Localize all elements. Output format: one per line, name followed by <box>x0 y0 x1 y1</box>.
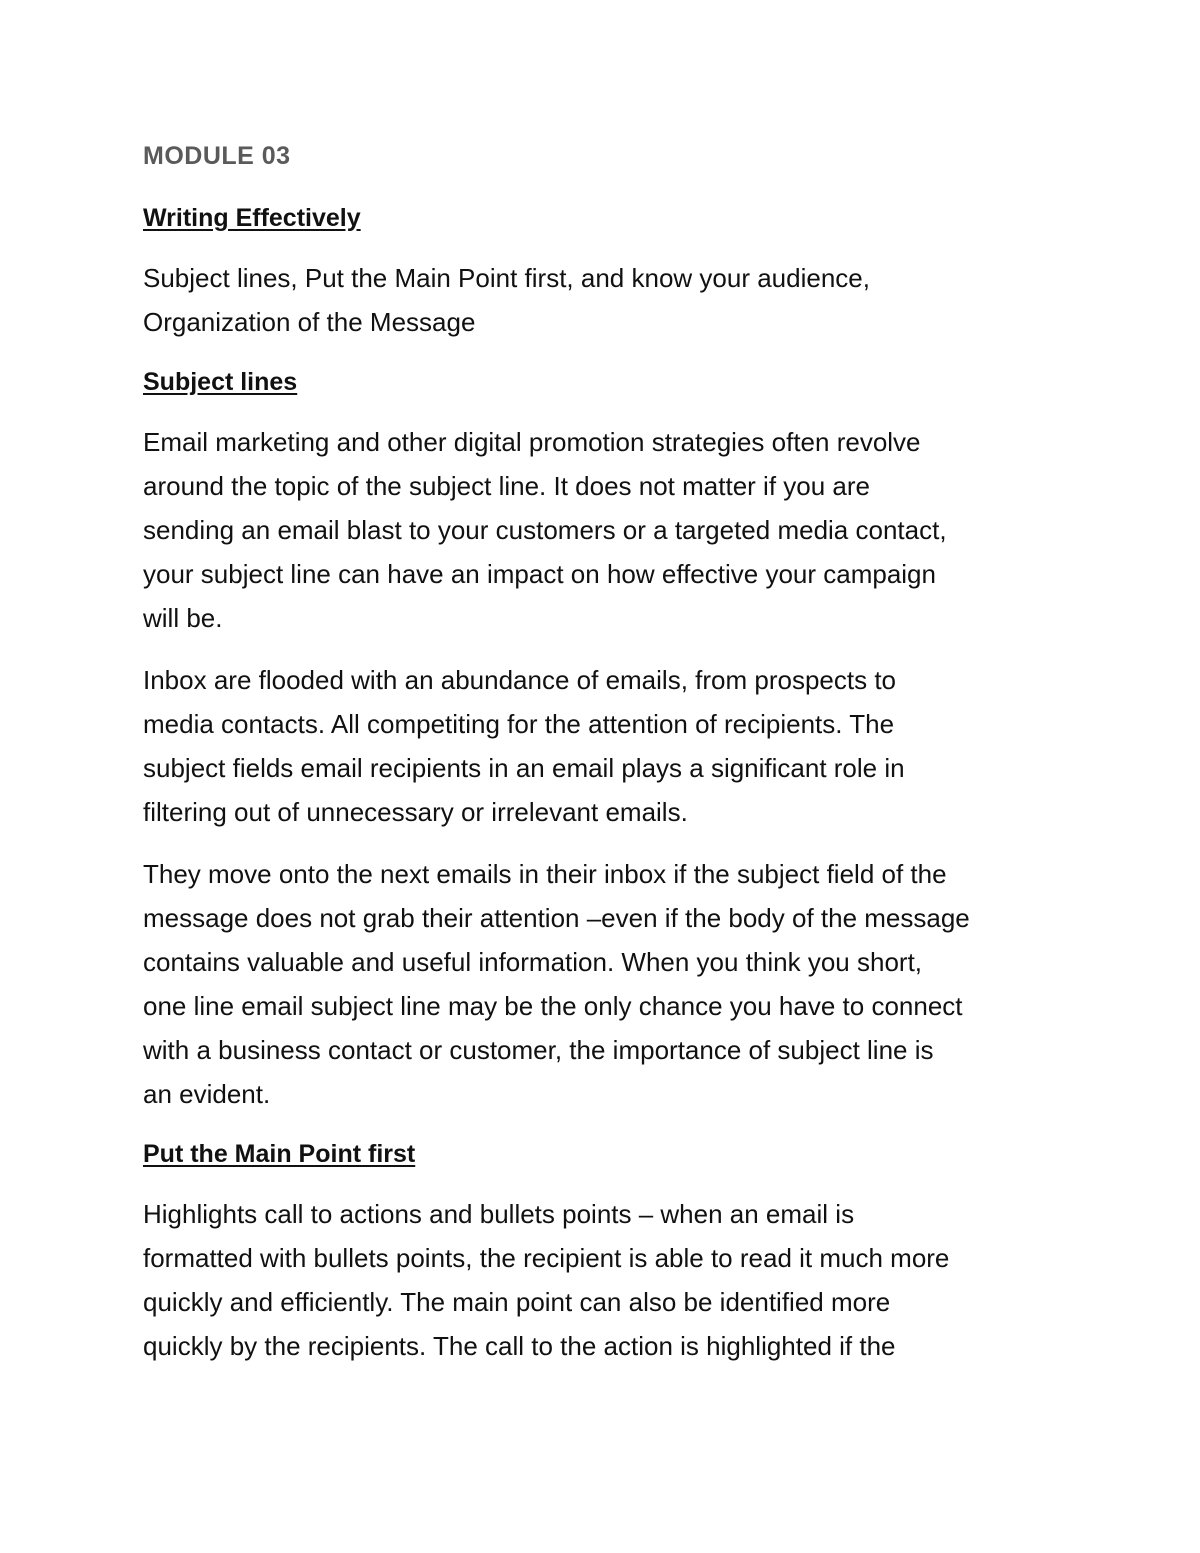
document-content <box>143 136 1073 1386</box>
paragraph-highlights-call-to-action <box>143 1192 1073 1368</box>
text-line: message does not grab their attention –even if the body of the message <box>143 903 970 933</box>
text-line: quickly by the recipients. The call to the action is highlighted if the <box>143 1331 896 1361</box>
paragraph-move-onto-next <box>143 852 1073 1116</box>
text-line: media contacts. All competiting for the attention of recipients. The <box>143 709 895 739</box>
text-line: will be. <box>143 603 223 633</box>
text-line: with a business contact or customer, the importance of subject line is <box>143 1035 934 1065</box>
text-line: Organization of the Message <box>143 307 476 337</box>
text-line: Email marketing and other digital promotion strategies often revolve <box>143 427 921 457</box>
text-line: quickly and efficiently. The main point can also be identified more <box>143 1287 891 1317</box>
text-line: Subject lines, Put the Main Point first, and know your audience, <box>143 263 870 293</box>
heading-writing-effectively: Writing Effectively <box>143 204 361 232</box>
text-line: Inbox are flooded with an abundance of emails, from prospects to <box>143 665 896 695</box>
module-title: MODULE 03 <box>143 142 291 170</box>
text-line: They move onto the next emails in their inbox if the subject field of the <box>143 859 947 889</box>
text-line: an evident. <box>143 1079 271 1109</box>
text-line: subject fields email recipients in an email plays a significant role in <box>143 753 905 783</box>
paragraph-inbox-flooded <box>143 658 1073 834</box>
text-line: your subject line can have an impact on how effective your campaign <box>143 559 936 589</box>
heading-main-point-first: Put the Main Point first <box>143 1140 416 1168</box>
text-line: contains valuable and useful information. When you think you short, <box>143 947 923 977</box>
intro-paragraph <box>143 256 1073 344</box>
paragraph-email-marketing <box>143 420 1073 640</box>
text-line: around the topic of the subject line. It does not matter if you are <box>143 471 870 501</box>
heading-subject-lines: Subject lines <box>143 368 298 396</box>
text-line: sending an email blast to your customers or a targeted media contact, <box>143 515 947 545</box>
text-line: formatted with bullets points, the recipient is able to read it much more <box>143 1243 950 1273</box>
text-line: filtering out of unnecessary or irrelevant emails. <box>143 797 688 827</box>
text-line: Highlights call to actions and bullets points – when an email is <box>143 1199 855 1229</box>
text-line: one line email subject line may be the only chance you have to connect <box>143 991 963 1021</box>
